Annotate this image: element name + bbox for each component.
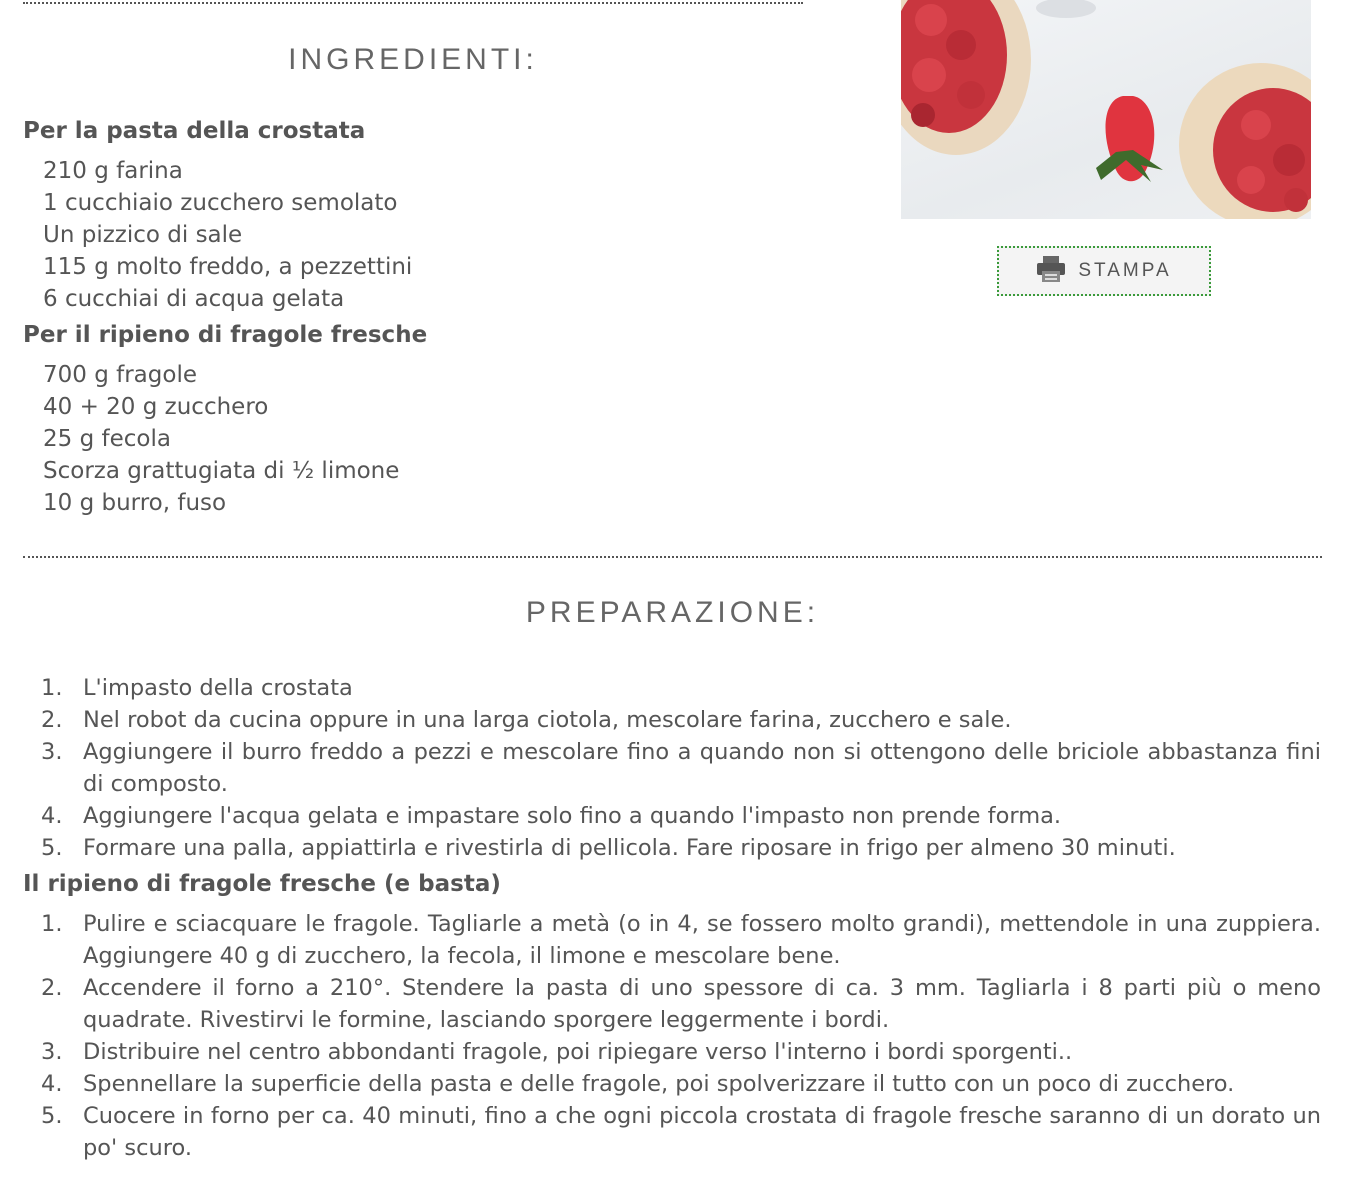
ingredients-list bbox=[43, 155, 412, 315]
step-number: 4. bbox=[41, 1071, 63, 1097]
ingredient-item: Scorza grattugiata di ½ limone bbox=[43, 458, 400, 484]
ingredient-item: 210 g farina bbox=[43, 158, 183, 184]
recipe-photo bbox=[901, 0, 1311, 219]
ingredient-item: 10 g burro, fuso bbox=[43, 490, 227, 516]
step-text: Pulire e sciacquare le fragole. Tagliarle a metà (o in 4, se fossero molto grandi), mettendole in una zuppiera. Aggiungere 40 g di zucchero, la fecola, il limone e mescolare bene. bbox=[83, 911, 1321, 969]
ingredient-item: 700 g fragole bbox=[43, 362, 197, 388]
step-text: L'impasto della crostata bbox=[83, 675, 353, 701]
step-text: Formare una palla, appiattirla e rivestirla di pellicola. Fare riposare in frigo per almeno 30 minuti. bbox=[83, 835, 1176, 861]
preparation-steps bbox=[23, 672, 1321, 864]
step-number: 4. bbox=[41, 803, 63, 829]
step-item bbox=[23, 908, 1321, 972]
step-item bbox=[23, 1068, 1321, 1100]
print-button-label: STAMPA bbox=[1078, 260, 1172, 281]
step-number: 2. bbox=[41, 707, 63, 733]
step-text: Aggiungere l'acqua gelata e impastare solo fino a quando l'impasto non prende forma. bbox=[83, 803, 1062, 829]
step-text: Spennellare la superficie della pasta e delle fragole, poi spolverizzare il tutto con un poco di zucchero. bbox=[83, 1071, 1235, 1097]
strawberry-tart-illustration bbox=[901, 0, 1311, 219]
step-text: Accendere il forno a 210°. Stendere la pasta di uno spessore di ca. 3 mm. Tagliarla i 8 parti più o meno quadrate. Rivestirvi le formine, lasciando sporgere leggermente i bordi. bbox=[83, 975, 1321, 1033]
step-number: 5. bbox=[41, 835, 63, 861]
ingredient-item: 115 g molto freddo, a pezzettini bbox=[43, 254, 413, 280]
step-item bbox=[23, 832, 1321, 864]
step-number: 2. bbox=[41, 975, 63, 1001]
ingredient-item: 40 + 20 g zucchero bbox=[43, 394, 269, 420]
step-item bbox=[23, 736, 1321, 800]
divider-middle bbox=[23, 556, 1322, 558]
divider-top bbox=[23, 2, 803, 4]
step-item bbox=[23, 704, 1321, 736]
ingredient-item: 6 cucchiai di acqua gelata bbox=[43, 286, 345, 312]
step-number: 5. bbox=[41, 1103, 63, 1129]
step-item bbox=[23, 672, 1321, 704]
ingredients-group-title: Per il ripieno di fragole fresche bbox=[23, 322, 428, 348]
step-number: 1. bbox=[41, 911, 63, 937]
ingredients-title: INGREDIENTI: bbox=[288, 43, 538, 76]
step-text: Distribuire nel centro abbondanti fragole, poi ripiegare verso l'interno i bordi sporgenti.. bbox=[83, 1039, 1073, 1065]
ingredients-group-title: Per la pasta della crostata bbox=[23, 118, 366, 144]
step-item bbox=[23, 800, 1321, 832]
ingredient-item: 1 cucchiaio zucchero semolato bbox=[43, 190, 398, 216]
ingredient-item: 25 g fecola bbox=[43, 426, 171, 452]
step-number: 3. bbox=[41, 1039, 63, 1065]
step-text: Nel robot da cucina oppure in una larga ciotola, mescolare farina, zucchero e sale. bbox=[83, 707, 1012, 733]
preparation-title: PREPARAZIONE: bbox=[525, 596, 820, 629]
step-number: 3. bbox=[41, 739, 63, 765]
printer-icon bbox=[1036, 255, 1066, 287]
step-item bbox=[23, 972, 1321, 1036]
preparation-group-title: Il ripieno di fragole fresche (e basta) bbox=[23, 871, 501, 897]
ingredients-list bbox=[43, 359, 399, 519]
print-button[interactable] bbox=[997, 246, 1211, 296]
step-text: Cuocere in forno per ca. 40 minuti, fino a che ogni piccola crostata di fragole fresche saranno di un dorato un po' scuro. bbox=[83, 1103, 1321, 1161]
step-item bbox=[23, 1100, 1321, 1164]
step-number: 1. bbox=[41, 675, 63, 701]
ingredient-item: Un pizzico di sale bbox=[43, 222, 243, 248]
filling-steps bbox=[23, 908, 1321, 1164]
step-text: Aggiungere il burro freddo a pezzi e mescolare fino a quando non si ottengono delle briciole abbastanza fini di composto. bbox=[83, 739, 1321, 797]
step-item bbox=[23, 1036, 1321, 1068]
